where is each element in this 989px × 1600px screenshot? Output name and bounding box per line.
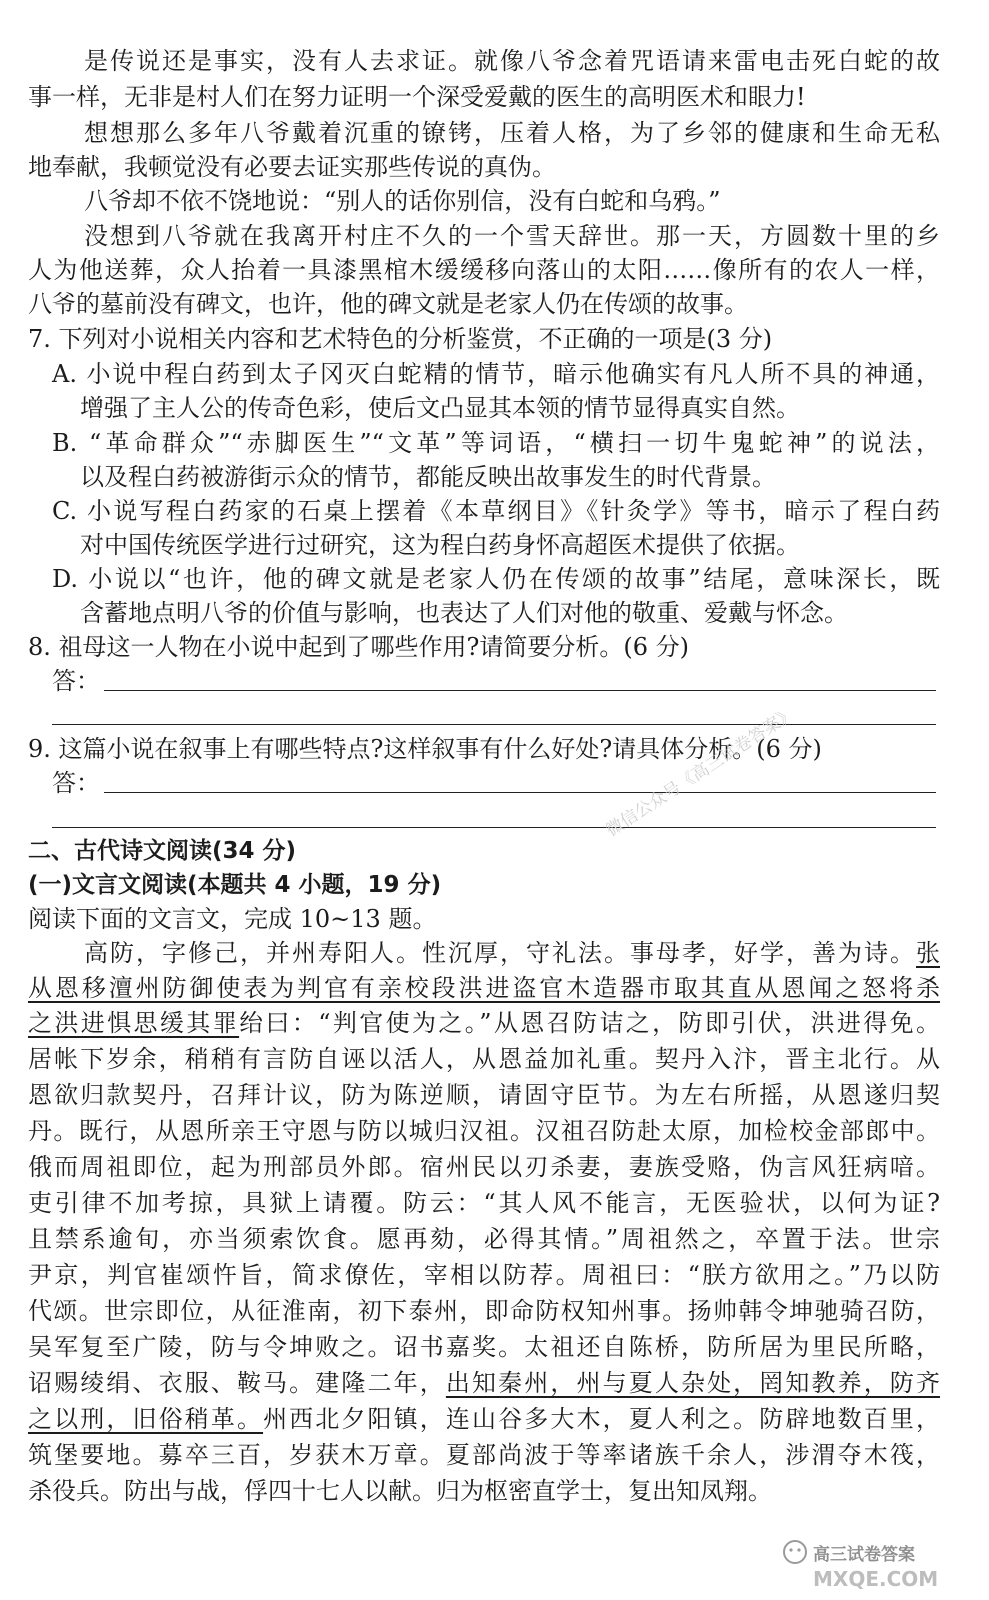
option-d: D. 小说以“也许，他的碑文就是老家人仍在传颂的故事”结尾，意味深长，既 bbox=[52, 565, 940, 593]
classical-line: 丹。既行，从恩所亲王守恩与防以城归汉祖。汉祖召防赴太原，加检校金部郎中。 bbox=[28, 1117, 940, 1145]
option-b-cont: 以及程白药被游街示众的情节，都能反映出故事发生的时代背景。 bbox=[80, 463, 776, 491]
question-8-stem: 8. 祖母这一人物在小说中起到了哪些作用?请简要分析。(6 分) bbox=[28, 633, 690, 661]
passage-line: 八爷的墓前没有碑文，也许，他的碑文就是老家人仍在传颂的故事。 bbox=[28, 290, 748, 318]
passage-line: 没想到八爷就在我离开村庄不久的一个雪天辞世。那一天，方圆数十里的乡 bbox=[84, 222, 940, 250]
answer-line[interactable] bbox=[104, 792, 936, 793]
option-a: A. 小说中程白药到太子冈灭白蛇精的情节，暗示他确实有凡人所不具的神通， bbox=[52, 360, 940, 388]
question-9-stem: 9. 这篇小说在叙事上有哪些特点?这样叙事有什么好处?请具体分析。(6 分) bbox=[28, 735, 822, 763]
option-a-cont: 增强了主人公的传奇色彩，使后文凸显其本领的情节显得真实自然。 bbox=[80, 394, 800, 422]
site-logo bbox=[777, 1530, 977, 1594]
classical-line: 居帐下岁余，稍稍有言防自诬以活人，从恩益加礼重。契丹入汴，晋主北行。从 bbox=[28, 1045, 940, 1073]
classical-text: 诏赐绫绢、衣服、鞍马。建隆二年， bbox=[28, 1369, 446, 1397]
answer-label: 答： bbox=[52, 769, 100, 797]
classical-text: 绐曰：“判官使为之。”从恩召防诘之，防即引伏，洪进得免。 bbox=[239, 1009, 940, 1037]
classical-line bbox=[28, 1366, 940, 1400]
underlined-sentence: 从恩移澶州防御使表为判官有亲校段洪进盗官木造器市取其直从恩闻之怒将杀 bbox=[28, 974, 940, 1002]
instruction: 阅读下面的文言文，完成 10~13 题。 bbox=[28, 905, 437, 933]
underlined-sentence: 之以刑，旧俗稍革。 bbox=[28, 1405, 264, 1433]
option-c-cont: 对中国传统医学进行过研究，这为程白药身怀高超医术提供了依据。 bbox=[80, 531, 800, 559]
section-subtitle: (一)文言文阅读(本题共 4 小题，19 分) bbox=[28, 872, 442, 898]
classical-line bbox=[28, 1006, 940, 1040]
question-7-stem: 7. 下列对小说相关内容和艺术特色的分析鉴赏，不正确的一项是(3 分) bbox=[28, 325, 773, 353]
classical-line: 杀役兵。防出与战，俘四十七人以献。归为枢密直学士，复出知凤翔。 bbox=[28, 1477, 772, 1505]
passage-line: 事一样，无非是村人们在努力证明一个深受爱戴的医生的高明医术和眼力! bbox=[28, 83, 806, 111]
option-d-cont: 含蓄地点明八爷的价值与影响，也表达了人们对他的敬重、爱戴与怀念。 bbox=[80, 599, 848, 627]
classical-line: 吏引律不加考掠，具狱上请覆。防云：“其人风不能言，无医验状，以何为证? bbox=[28, 1189, 940, 1217]
classical-line: 恩欲归款契丹，召拜计议，防为陈逆顺，请固守臣节。为左右所摇，从恩遂归契 bbox=[28, 1081, 940, 1109]
classical-text: 州西北夕阳镇，连山谷多大木，夏人利之。防辟地数百里， bbox=[263, 1405, 941, 1433]
classical-line bbox=[28, 1402, 940, 1436]
classical-line: 且禁系逾旬，亦当须索饮食。愿再劾，必得其情。”周祖然之，卒置于法。世宗 bbox=[28, 1225, 940, 1253]
classical-line: 筑堡要地。募卒三百，岁获木万章。夏部尚波于等率诸族千余人，涉渭夺木筏， bbox=[28, 1441, 940, 1469]
classical-line: 代颂。世宗即位，从征淮南，初下泰州，即命防权知州事。扬帅韩令坤驰骑召防， bbox=[28, 1297, 940, 1325]
answer-line[interactable] bbox=[52, 827, 936, 828]
classical-text: 高防，字修己，并州寿阳人。性沉厚，守礼法。事母孝，好学，善为诗。 bbox=[84, 939, 916, 967]
option-c: C. 小说写程白药家的石桌上摆着《本草纲目》《针灸学》等书，暗示了程白药 bbox=[52, 497, 940, 525]
underlined-sentence: 张 bbox=[916, 939, 940, 967]
underlined-sentence: 出知秦州，州与夏人杂处，罔知教养，防齐 bbox=[445, 1369, 941, 1397]
option-b: B. “革命群众”“赤脚医生”“文革”等词语，“横扫一切牛鬼蛇神”的说法， bbox=[52, 429, 940, 457]
answer-line[interactable] bbox=[52, 724, 936, 725]
classical-line: 尹京，判官崔颂忤旨，简求僚佐，宰相以防荐。周祖曰：“朕方欲用之。”乃以防 bbox=[28, 1261, 940, 1289]
passage-line: 八爷却不依不饶地说：“别人的话你别信，没有白蛇和乌鸦。” bbox=[84, 187, 721, 215]
logo-url: MXQE.COM bbox=[813, 1567, 939, 1591]
passage-line: 是传说还是事实，没有人去求证。就像八爷念着咒语请来雷电击死白蛇的故 bbox=[84, 47, 940, 75]
underlined-sentence: 之洪进惧思缓其罪 bbox=[28, 1009, 240, 1037]
passage-line: 想想那么多年八爷戴着沉重的镣铐，压着人格，为了乡邻的健康和生命无私 bbox=[84, 119, 940, 147]
answer-label: 答： bbox=[52, 667, 100, 695]
passage-line: 人为他送葬，众人抬着一具漆黑棺木缓缓移向落山的太阳……像所有的农人一样， bbox=[28, 256, 940, 284]
passage-line: 地奉献，我顿觉没有必要去证实那些传说的真伪。 bbox=[28, 153, 556, 181]
classical-line bbox=[84, 936, 940, 970]
watermark-text: 微信公众号《高三试卷答案》 bbox=[602, 703, 799, 841]
logo-text: 高三试卷答案 bbox=[813, 1545, 915, 1565]
classical-line: 俄而周祖即位，起为刑部员外郎。宿州民以刃杀妻，妻族受赂，伪言风狂病喑。 bbox=[28, 1153, 940, 1181]
classical-line: 吴军复至广陵，防与令坤败之。诏书嘉奖。太祖还自陈桥，防所居为里民所略， bbox=[28, 1333, 940, 1361]
section-title: 二、古代诗文阅读(34 分) bbox=[28, 838, 297, 864]
